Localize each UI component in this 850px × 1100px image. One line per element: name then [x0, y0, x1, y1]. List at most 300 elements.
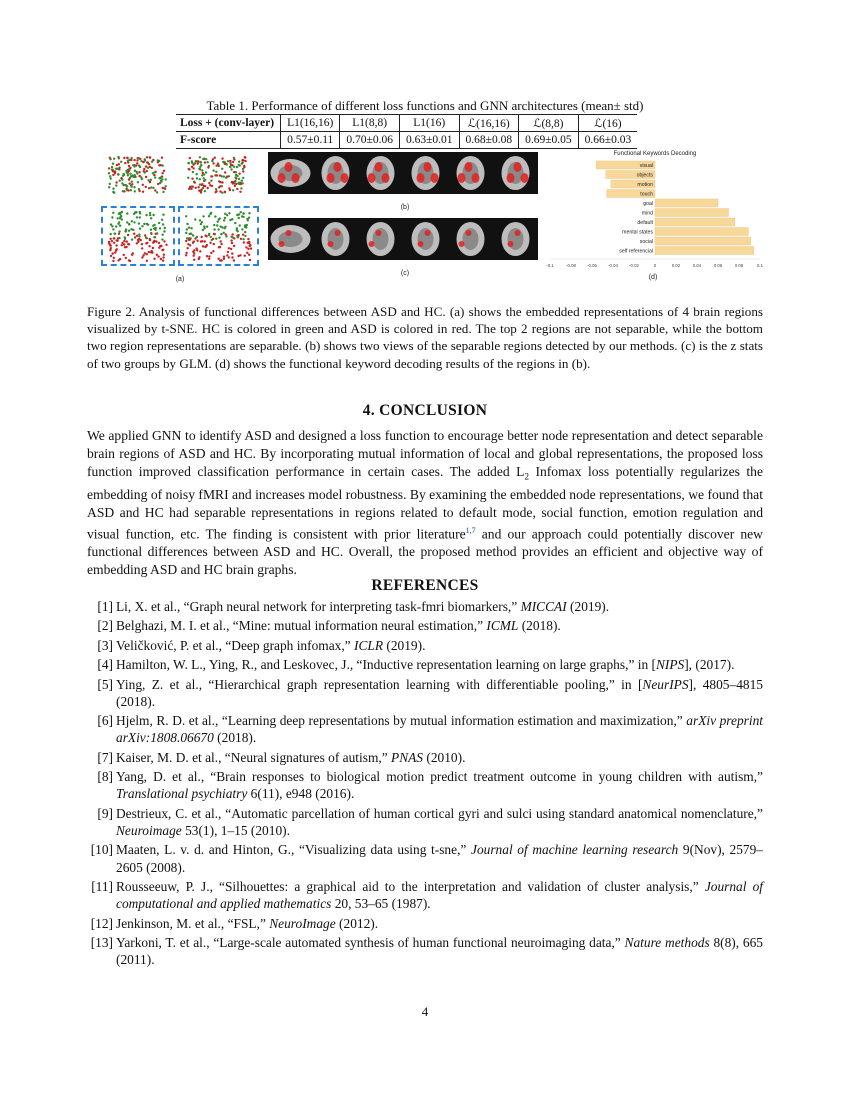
hc-point — [109, 175, 111, 177]
asd-point — [247, 248, 249, 250]
hc-point — [239, 224, 241, 226]
asd-point — [196, 249, 198, 251]
hc-point — [152, 214, 154, 216]
panel-label-a: (a) — [175, 276, 185, 283]
asd-point — [141, 247, 143, 249]
asd-point — [207, 187, 209, 189]
asd-point — [185, 254, 187, 256]
asd-point — [188, 188, 190, 190]
activation-region — [459, 241, 465, 247]
x-tick-label: -0.08 — [566, 263, 576, 268]
reference-text: Maaten, L. v. d. and Hinton, G., “Visualizing data using t-sne,” — [116, 842, 472, 858]
keyword-decoding-chart — [540, 145, 770, 285]
asd-point — [149, 181, 151, 183]
hc-point — [117, 173, 119, 175]
hc-point — [241, 180, 243, 182]
hc-point — [149, 214, 151, 216]
hc-point — [144, 171, 146, 173]
hc-point — [187, 177, 189, 179]
asd-point — [137, 239, 139, 241]
asd-point — [157, 183, 159, 185]
category-label: objects — [636, 172, 653, 179]
hc-point — [221, 226, 223, 228]
asd-point — [221, 157, 223, 159]
asd-point — [195, 187, 197, 189]
asd-point — [223, 258, 225, 260]
asd-point — [123, 157, 125, 159]
hc-point — [115, 184, 117, 186]
table-header-cell: ℒ(16) — [578, 115, 637, 132]
category-label: mental states — [622, 229, 653, 236]
asd-point — [220, 243, 222, 245]
asd-point — [115, 244, 117, 246]
asd-point — [152, 241, 154, 243]
activation-region — [515, 230, 521, 236]
hc-point — [200, 161, 202, 163]
reference-text: Belghazi, M. I. et al., “Mine: mutual information neural estimation,” — [116, 618, 487, 634]
asd-point — [160, 245, 162, 247]
category-label: touch — [640, 191, 653, 198]
hc-point — [209, 213, 211, 215]
hc-point — [136, 216, 138, 218]
asd-point — [219, 259, 221, 261]
asd-point — [133, 159, 135, 161]
asd-point — [210, 252, 212, 254]
asd-point — [212, 158, 214, 160]
reference-number: [9] — [97, 805, 113, 821]
reference-text: Yarkoni, T. et al., “Large-scale automated synthesis of human functional neuroimaging data,” — [116, 934, 625, 950]
reference-text: Ying, Z. et al., “Hierarchical graph representation learning with differentiable pooling,” in [ — [116, 676, 643, 692]
asd-point — [230, 248, 232, 250]
asd-point — [202, 172, 204, 174]
hc-point — [244, 226, 246, 228]
reference-text: Destrieux, C. et al., “Automatic parcellation of human cortical gyri and sulci using standard anatomical nomenclature,” — [116, 805, 763, 821]
hc-point — [246, 218, 248, 220]
asd-point — [233, 237, 235, 239]
hc-point — [223, 175, 225, 177]
hc-point — [217, 221, 219, 223]
hc-point — [117, 217, 119, 219]
reference-item — [87, 768, 763, 802]
asd-point — [196, 240, 198, 242]
hc-point — [207, 161, 209, 163]
asd-point — [202, 245, 204, 247]
asd-point — [156, 254, 158, 256]
reference-text: Yang, D. et al., “Brain responses to biological motion predict treatment outcome in young children with autism,” — [116, 769, 763, 785]
asd-point — [212, 250, 214, 252]
asd-point — [243, 165, 245, 167]
table-header-cell: ℒ(16,16) — [459, 115, 519, 132]
hc-point — [205, 171, 207, 173]
asd-point — [155, 233, 157, 235]
asd-point — [228, 247, 230, 249]
hc-point — [195, 173, 197, 175]
asd-point — [146, 161, 148, 163]
asd-point — [128, 243, 130, 245]
hc-point — [150, 233, 152, 235]
asd-point — [189, 244, 191, 246]
asd-point — [146, 170, 148, 172]
asd-point — [229, 160, 231, 162]
asd-point — [146, 260, 148, 262]
hc-point — [199, 178, 201, 180]
activation-region — [521, 173, 529, 183]
x-tick-label: 0.02 — [671, 263, 681, 268]
hc-point — [226, 163, 228, 165]
hc-point — [127, 160, 129, 162]
hc-point — [191, 160, 193, 162]
hc-point — [227, 160, 229, 162]
hc-point — [158, 222, 160, 224]
hc-point — [139, 216, 141, 218]
hc-point — [234, 176, 236, 178]
reference-text: Rousseeuw, P. J., “Silhouettes: a graphical aid to the interpretation and validation of cluster analysis,” — [116, 878, 705, 894]
asd-point — [199, 250, 201, 252]
reference-number: [5] — [97, 676, 113, 692]
hc-point — [131, 238, 133, 240]
hc-point — [112, 212, 114, 214]
asd-point — [129, 182, 131, 184]
conclusion-text-1: We applied GNN to identify ASD and designed a loss function to encourage better node representation and detect separable brain regions of ASD and HC. By incorporating mutual information of local and global representations, the proposed loss function improved classification performance in certain cases. The added L — [87, 428, 763, 479]
reference-venue: Neuroimage — [116, 822, 182, 838]
asd-point — [146, 156, 148, 158]
hc-point — [186, 237, 188, 239]
tsne-plot-bottom-right — [178, 206, 259, 266]
asd-point — [193, 255, 195, 257]
asd-point — [128, 165, 130, 167]
hc-point — [138, 188, 140, 190]
asd-point — [229, 189, 231, 191]
asd-point — [160, 258, 162, 260]
asd-point — [204, 161, 206, 163]
table-cell: 0.63±0.01 — [399, 132, 459, 149]
hc-point — [196, 236, 198, 238]
hc-point — [108, 172, 110, 174]
asd-point — [209, 242, 211, 244]
hc-point — [221, 185, 223, 187]
reference-number: [7] — [97, 749, 113, 765]
reference-item — [87, 712, 763, 746]
hc-point — [162, 214, 164, 216]
hc-point — [215, 171, 217, 173]
asd-point — [146, 253, 148, 255]
chart-bar — [655, 209, 729, 217]
asd-point — [113, 242, 115, 244]
asd-point — [214, 157, 216, 159]
activation-region — [466, 230, 472, 236]
activation-region — [327, 173, 335, 183]
asd-point — [161, 249, 163, 251]
hc-point — [138, 164, 140, 166]
tsne-plot-top-left — [103, 152, 173, 198]
hc-point — [188, 233, 190, 235]
asd-point — [162, 259, 164, 261]
category-label: motion — [637, 182, 653, 188]
tsne-scatter-svg — [182, 152, 252, 198]
hc-point — [117, 156, 119, 158]
hc-point — [239, 164, 241, 166]
asd-point — [247, 238, 249, 240]
asd-point — [231, 252, 233, 254]
conclusion-subscript: 2 — [524, 471, 529, 482]
hc-point — [212, 169, 214, 171]
reference-venue: NeurIPS — [642, 676, 689, 692]
hc-point — [118, 166, 120, 168]
asd-point — [162, 256, 164, 258]
hc-point — [110, 233, 112, 235]
asd-point — [158, 242, 160, 244]
hc-point — [146, 223, 148, 225]
asd-point — [205, 245, 207, 247]
hc-point — [137, 181, 139, 183]
hc-point — [192, 171, 194, 173]
x-tick-label: -0.06 — [587, 263, 597, 268]
reference-item — [87, 841, 763, 875]
asd-point — [114, 172, 116, 174]
activation-region — [376, 230, 382, 236]
hc-point — [122, 190, 124, 192]
asd-point — [123, 240, 125, 242]
hc-point — [236, 175, 238, 177]
hc-point — [240, 187, 242, 189]
hc-point — [129, 173, 131, 175]
asd-point — [201, 240, 203, 242]
brain-slices-b-svg — [268, 152, 538, 194]
hc-point — [146, 237, 148, 239]
hc-point — [112, 228, 114, 230]
asd-point — [245, 246, 247, 248]
reference-item — [87, 656, 763, 673]
hc-point — [238, 182, 240, 184]
asd-point — [115, 249, 117, 251]
hc-point — [217, 228, 219, 230]
reference-text: Kaiser, M. D. et al., “Neural signatures of autism,” — [116, 749, 392, 765]
hc-point — [135, 211, 137, 213]
asd-point — [225, 233, 227, 235]
hc-point — [126, 212, 128, 214]
hc-point — [136, 172, 138, 174]
hc-point — [150, 186, 152, 188]
hc-point — [215, 238, 217, 240]
asd-point — [121, 244, 123, 246]
asd-point — [127, 234, 129, 236]
activation-region — [431, 173, 439, 183]
asd-point — [161, 172, 163, 174]
reference-details: (2010). — [423, 749, 466, 765]
hc-point — [123, 173, 125, 175]
activation-region — [279, 241, 285, 247]
hc-point — [131, 220, 133, 222]
hc-point — [134, 170, 136, 172]
asd-point — [128, 179, 130, 181]
hc-point — [191, 185, 193, 187]
asd-point — [219, 190, 221, 192]
x-tick-label: 0.04 — [692, 263, 702, 268]
asd-point — [209, 184, 211, 186]
asd-point — [128, 259, 130, 261]
asd-point — [188, 168, 190, 170]
asd-point — [112, 170, 114, 172]
reference-venue: ICLR — [353, 637, 384, 653]
reference-item — [87, 598, 763, 615]
hc-point — [131, 181, 133, 183]
table-header-cell: L1(16) — [399, 115, 459, 132]
hc-point — [113, 158, 115, 160]
hc-point — [200, 223, 202, 225]
hc-point — [154, 176, 156, 178]
asd-point — [189, 157, 191, 159]
reference-number: [8] — [97, 769, 113, 785]
asd-point — [185, 240, 187, 242]
reference-item — [87, 915, 763, 932]
hc-point — [157, 159, 159, 161]
hc-point — [185, 215, 187, 217]
activation-region — [417, 173, 425, 183]
hc-point — [188, 227, 190, 229]
hc-point — [149, 212, 151, 214]
hc-point — [203, 225, 205, 227]
activation-region — [341, 173, 349, 183]
x-tick-label: 0.06 — [713, 263, 723, 268]
reference-details: (2012). — [335, 915, 379, 931]
reference-text: Li, X. et al., “Graph neural network for interpreting task-fmri biomarkers,” — [116, 599, 521, 614]
hc-point — [126, 185, 128, 187]
activation-region — [335, 230, 341, 236]
asd-point — [118, 163, 120, 165]
asd-point — [218, 246, 220, 248]
asd-point — [244, 156, 246, 158]
hc-point — [145, 214, 147, 216]
activation-region — [285, 162, 293, 172]
reference-details: 20, 53–65 (1987). — [331, 896, 431, 912]
table-header-cell: L1(16,16) — [281, 115, 340, 132]
hc-point — [126, 189, 128, 191]
asd-point — [185, 252, 187, 254]
hc-point — [237, 230, 239, 232]
x-tick-label: -0.02 — [629, 263, 639, 268]
table-cell: 0.69±0.05 — [519, 132, 579, 149]
hc-point — [115, 225, 117, 227]
asd-point — [109, 157, 111, 159]
asd-point — [110, 245, 112, 247]
asd-point — [224, 191, 226, 193]
hc-point — [215, 188, 217, 190]
asd-point — [141, 256, 143, 258]
asd-point — [112, 260, 114, 262]
hc-point — [224, 217, 226, 219]
asd-point — [242, 234, 244, 236]
reference-text: Veličković, P. et al., “Deep graph infomax,” — [116, 637, 354, 653]
asd-point — [190, 188, 192, 190]
x-tick-label: -0.04 — [608, 263, 618, 268]
chart-title: Functional Keywords Decoding — [613, 151, 697, 157]
table-caption: Table 1. Performance of different loss functions and GNN architectures (mean± std) — [206, 98, 644, 113]
hc-point — [164, 227, 166, 229]
asd-point — [117, 259, 119, 261]
asd-point — [142, 191, 144, 193]
citation-link[interactable]: 1,7 — [465, 525, 476, 535]
asd-point — [204, 234, 206, 236]
chart-bar — [655, 218, 735, 226]
hc-point — [132, 164, 134, 166]
hc-point — [213, 224, 215, 226]
hc-point — [125, 170, 127, 172]
hc-point — [127, 174, 129, 176]
asd-point — [123, 254, 125, 256]
hc-point — [165, 178, 167, 180]
reference-venue: Translational psychiatry — [116, 786, 248, 802]
hc-point — [162, 191, 164, 193]
hc-point — [186, 223, 188, 225]
reference-venue: NeuroImage — [269, 915, 336, 931]
table-header-cell: ℒ(8,8) — [519, 115, 579, 132]
reference-number: [11] — [91, 878, 113, 894]
tsne-scatter-svg — [103, 208, 173, 264]
asd-point — [193, 259, 195, 261]
asd-point — [114, 251, 116, 253]
activation-region — [472, 173, 480, 183]
asd-point — [231, 233, 233, 235]
hc-point — [201, 174, 203, 176]
asd-point — [208, 255, 210, 257]
asd-point — [244, 255, 246, 257]
hc-point — [152, 187, 154, 189]
reference-number: [12] — [90, 915, 113, 931]
hc-point — [213, 228, 215, 230]
hc-point — [242, 238, 244, 240]
asd-point — [139, 158, 141, 160]
asd-point — [215, 190, 217, 192]
asd-point — [160, 164, 162, 166]
hc-point — [144, 158, 146, 160]
hc-point — [130, 228, 132, 230]
hc-point — [205, 158, 207, 160]
hc-point — [210, 180, 212, 182]
asd-point — [157, 255, 159, 257]
reference-item — [87, 749, 763, 766]
hc-point — [223, 219, 225, 221]
hc-point — [186, 228, 188, 230]
page-number: 4 — [421, 1004, 429, 1019]
asd-point — [133, 233, 135, 235]
activation-region — [458, 173, 466, 183]
activation-region — [368, 173, 376, 183]
hc-point — [124, 236, 126, 238]
asd-point — [208, 182, 210, 184]
hc-point — [221, 168, 223, 170]
asd-point — [142, 254, 144, 256]
asd-point — [154, 189, 156, 191]
hc-point — [237, 236, 239, 238]
reference-venue: ICML — [486, 618, 519, 634]
chart-bar — [655, 199, 718, 207]
asd-point — [210, 175, 212, 177]
hc-point — [187, 162, 189, 164]
asd-point — [149, 156, 151, 158]
reference-details: (2019). — [566, 599, 610, 614]
hc-point — [224, 213, 226, 215]
hc-point — [130, 189, 132, 191]
hc-point — [133, 186, 135, 188]
asd-point — [248, 254, 250, 256]
asd-point — [165, 244, 167, 246]
hc-point — [111, 166, 113, 168]
category-label: mind — [641, 210, 653, 217]
tsne-plot-top-right — [182, 152, 252, 198]
asd-point — [163, 254, 165, 256]
hc-point — [240, 211, 242, 213]
asd-point — [152, 159, 154, 161]
